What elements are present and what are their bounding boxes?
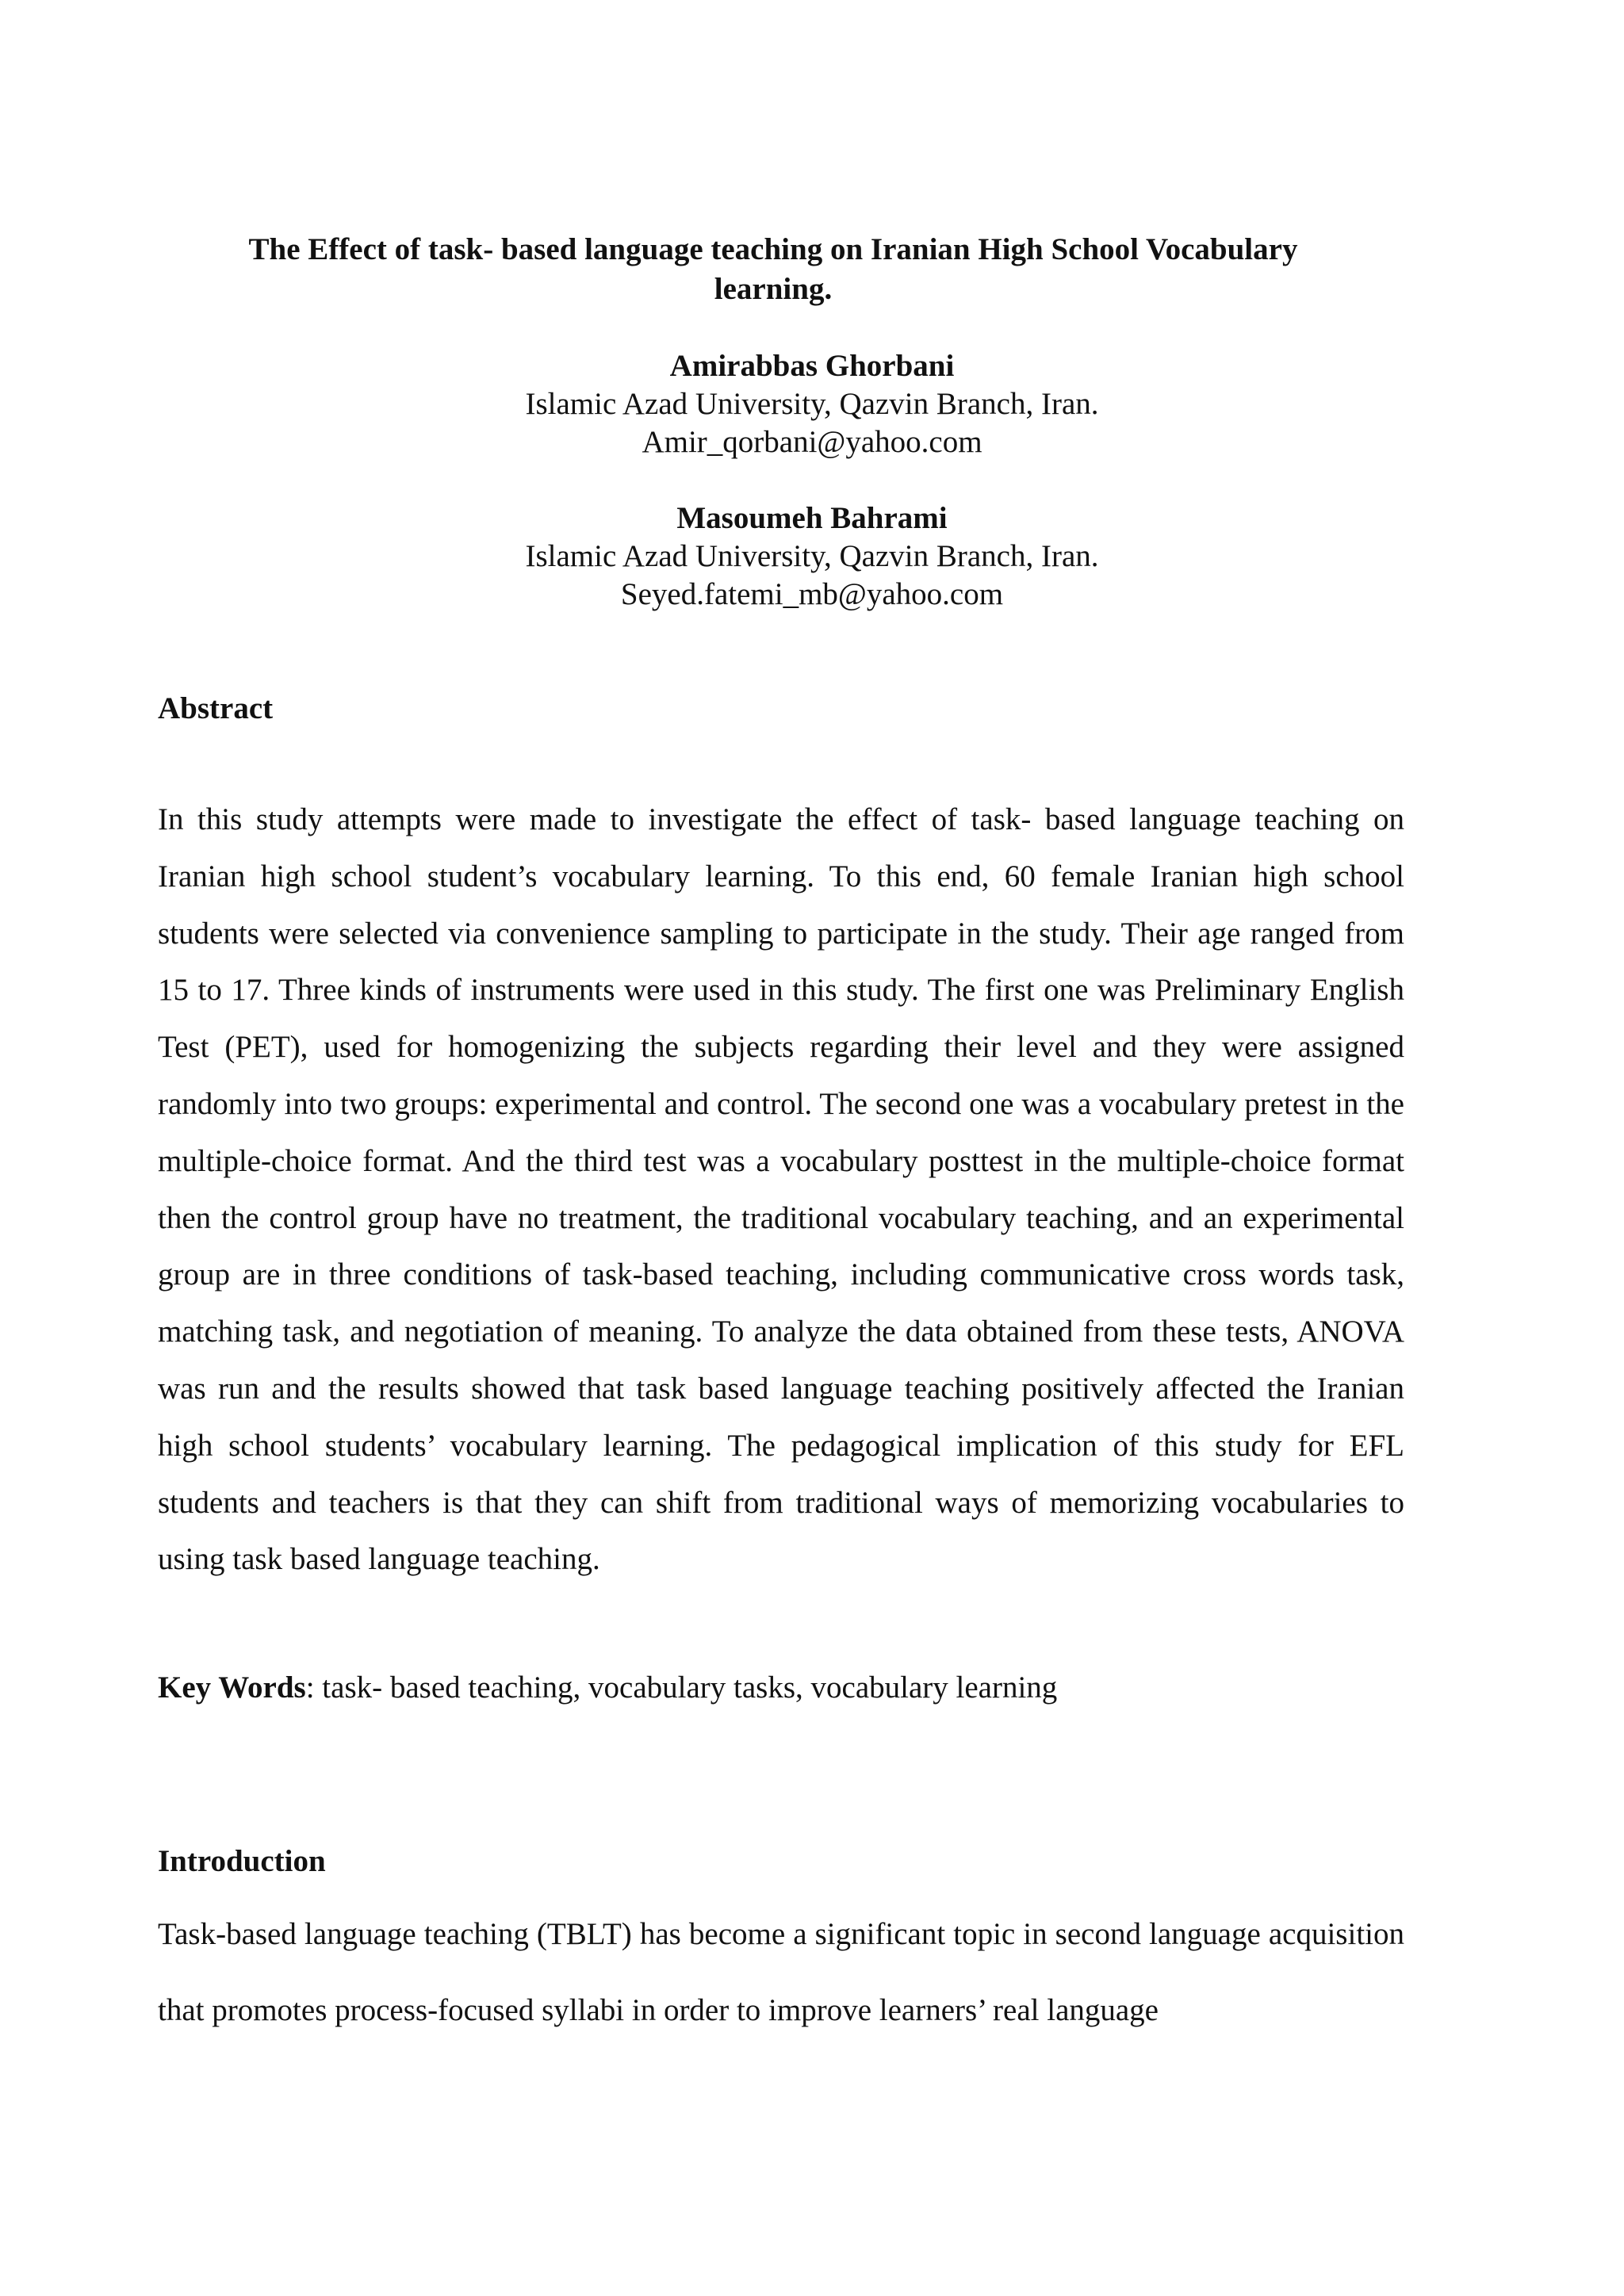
author-email: Amir_qorbani@yahoo.com [642, 425, 982, 459]
abstract-heading: Abstract [158, 691, 274, 725]
author-list [0, 347, 1624, 652]
author-block [0, 347, 1624, 461]
keywords-text: : task- based teaching, vocabulary tasks, vocabulary learning [305, 1670, 1058, 1705]
introduction-heading: Introduction [158, 1844, 326, 1878]
abstract-text: In this study attempts were made to investigate the effect of task- based language teaching on Iranian high school student’s vocabulary learning. To this end, 60 female Iranian high school students were selected via convenience sampling to participate in the study. Their age ranged from 15 to 17. Three kinds of instruments were used in this study. The first one was Preliminary English Test (PET), used for homogenizing the subjects regarding their level and they were assigned randomly into two groups: experimental and control. The second one was a vocabulary pretest in the multiple-choice format. And the third test was a vocabulary posttest in the multiple-choice format then the control group have no treatment, the traditional vocabulary teaching, and an experimental group are in three conditions of task-based teaching, including communicative cross words task, matching task, and negotiation of meaning. To analyze the data obtained from these tests, ANOVA was run and the results showed that task based language teaching positively affected the Iranian high school students’ vocabulary learning. The pedagogical implication of this study for EFL students and teachers is that they can shift from traditional ways of memorizing vocabularies to using task based language teaching. [158, 802, 1404, 1577]
paper-title: The Effect of task- based language teaching on Iranian High School Vocabulary learning. [248, 232, 1298, 306]
author-name: Amirabbas Ghorbani [669, 349, 955, 383]
keywords-line [158, 1669, 1404, 1707]
author-email: Seyed.fatemi_mb@yahoo.com [620, 577, 1004, 611]
keywords-label: Key Words [158, 1670, 306, 1705]
introduction-text: Task-based language teaching (TBLT) has become a significant topic in second language acquisition that promotes process-focused syllabi in order to improve learners’ real language [158, 1917, 1404, 2027]
author-name: Masoumeh Bahrami [676, 501, 948, 535]
author-affiliation: Islamic Azad University, Qazvin Branch, Iran. [525, 387, 1099, 421]
author-affiliation: Islamic Azad University, Qazvin Branch, Iran. [525, 539, 1099, 573]
author-block [0, 499, 1624, 614]
